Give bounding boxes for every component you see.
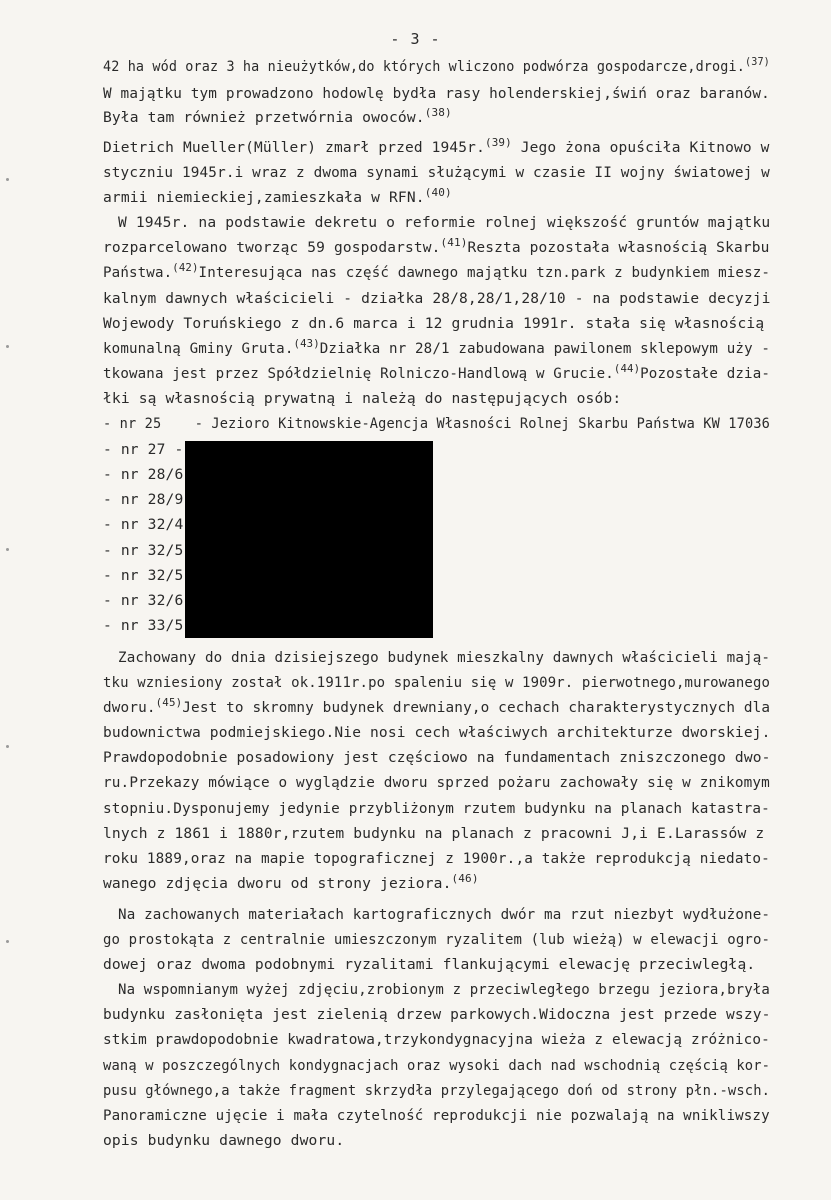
text-line <box>103 1131 344 1151</box>
text-line <box>103 440 183 460</box>
text-line <box>103 849 770 869</box>
line-text: dowej oraz dwoma podobnymi ryzalitami flankującymi elewację przeciwległą. <box>103 956 756 973</box>
text-line <box>118 905 770 925</box>
line-text: - nr 28/9 <box>103 491 184 508</box>
line-text: waną w poszczególnych kondygnacjach oraz wysoki dach nad wschodnią częścią kor- <box>103 1057 771 1074</box>
line-text: stopniu.Dysponujemy jedynie przybliżonym rzutem budynku na planach katastra- <box>103 800 770 817</box>
footnote-ref: (37) <box>744 55 770 68</box>
line-text: W 1945r. na podstawie dekretu o reformie rolnej większość gruntów majątku <box>118 214 771 231</box>
line-text: dworu. <box>103 699 156 716</box>
line-text: Prawdopodobnie posadowiony jest częściowo na fundamentach zniszczonego dwo- <box>103 749 771 766</box>
line-text: - nr 32/6 <box>103 592 184 609</box>
text-line <box>103 566 183 586</box>
redaction-box <box>185 441 433 638</box>
text-line <box>103 465 183 485</box>
line-text: armii niemieckiej,zamieszkała w RFN. <box>103 189 425 206</box>
text-line <box>103 84 770 104</box>
text-line <box>103 723 771 743</box>
line-text: - nr 27 - <box>103 441 184 458</box>
line-text: - nr 33/5 <box>103 617 184 634</box>
line-text: - nr 28/6 <box>103 466 184 483</box>
text-line <box>103 389 621 409</box>
footnote-ref: (43) <box>293 337 320 350</box>
line-text: Na zachowanych materiałach kartograficznych dwór ma rzut niezbyt wydłużone- <box>118 906 771 923</box>
text-line <box>103 673 770 693</box>
footnote-ref: (41) <box>440 236 468 249</box>
line-text: W majątku tym prowadzono hodowlę bydła rasy holenderskiej,świń oraz baranów. <box>103 85 770 102</box>
line-text: styczniu 1945r.i wraz z dwoma synami służącymi w czasie II wojny światowej w <box>103 164 770 181</box>
text-line <box>103 824 764 844</box>
line-text-continued: Jest to skromny budynek drewniany,o cechach charakterystycznych dla <box>182 699 771 716</box>
line-text: Była tam również przetwórnia owoców. <box>103 109 425 126</box>
line-text: wanego zdjęcia dworu od strony jeziora. <box>103 875 452 892</box>
text-line <box>103 698 770 718</box>
text-line <box>103 955 755 975</box>
text-line <box>103 930 770 950</box>
text-line <box>103 1005 771 1025</box>
footnote-ref: (42) <box>172 261 199 274</box>
line-text: stkim prawdopodobnie kwadratowa,trzykondygnacyjna wieża z elewacją zróżnico- <box>103 1031 770 1048</box>
line-text: tku wzniesiony został ok.1911r.po spaleniu się w 1909r. pierwotnego,murowanego <box>103 674 771 691</box>
text-line <box>103 364 770 384</box>
text-line <box>103 1030 770 1050</box>
text-line <box>103 57 770 77</box>
line-text: 42 ha wód oraz 3 ha nieużytków,do których wliczono podwórza gospodarcze,drogi. <box>103 58 745 75</box>
line-text: Wojewody Toruńskiego z dn.6 marca i 12 grudnia 1991r. stała się własnością <box>103 315 765 332</box>
line-text-continued: Działka nr 28/1 zabudowana pawilonem sklepowym uży - <box>319 340 771 357</box>
text-line <box>103 163 770 183</box>
line-text: - nr 32/5 <box>103 567 184 584</box>
text-line <box>103 263 770 283</box>
text-line <box>118 980 770 1000</box>
footnote-ref: (45) <box>155 696 183 709</box>
line-text: komunalną Gminy Gruta. <box>103 340 294 357</box>
line-text: - nr 32/5 <box>103 542 184 559</box>
text-line <box>118 213 770 233</box>
text-line <box>103 799 770 819</box>
footnote-ref: (46) <box>451 872 479 885</box>
footnote-ref: (44) <box>613 362 641 375</box>
text-line <box>103 515 183 535</box>
text-line <box>118 648 770 668</box>
text-line <box>103 1056 770 1076</box>
line-text: - nr 32/4 <box>103 516 184 533</box>
line-text: ru.Przekazy mówiące o wyglądzie dworu sprzed pożaru zachowały się w znikomym <box>103 774 770 791</box>
line-text: roku 1889,oraz na mapie topograficznej z 1900r.,a także reprodukcją niedato- <box>103 850 770 867</box>
line-text: budynku zasłonięta jest zielenią drzew parkowych.Widoczna jest przede wszy- <box>103 1006 771 1023</box>
footnote-ref: (38) <box>424 106 452 119</box>
line-text: Zachowany do dnia dzisiejszego budynek mieszkalny dawnych właścicieli mają- <box>118 649 771 666</box>
line-text: opis budynku dawnego dworu. <box>103 1132 345 1149</box>
line-text: Państwa. <box>103 264 173 281</box>
line-text-continued: Jego żona opuściła Kitnowo w <box>511 139 770 156</box>
text-line <box>103 414 770 434</box>
text-line <box>103 1081 770 1101</box>
text-line <box>103 188 452 208</box>
line-text: go prostokąta z centralnie umieszczonym ryzalitem (lub wieżą) w elewacji ogro- <box>103 931 771 948</box>
text-line <box>103 748 771 768</box>
text-line <box>103 108 452 128</box>
line-text-continued: Reszta pozostała własnością Skarbu <box>467 239 770 256</box>
line-text: tkowana jest przez Spółdzielnię Rolniczo-Handlową w Grucie. <box>103 365 614 382</box>
footnote-ref: (39) <box>484 136 512 149</box>
text-line <box>103 490 183 510</box>
margin-dot <box>6 178 9 181</box>
line-text: kalnym dawnych właścicieli - działka 28/8,28/1,28/10 - na podstawie decyzji <box>103 290 771 307</box>
margin-dot <box>6 745 9 748</box>
text-line <box>103 616 183 636</box>
text-line <box>103 314 764 334</box>
text-line <box>103 138 769 158</box>
line-text: łki są własnością prywatną i należą do następujących osób: <box>103 390 622 407</box>
line-text: Na wspomnianym wyżej zdjęciu,zrobionym z przeciwległego brzegu jeziora,bryła <box>118 981 770 998</box>
line-text: budownictwa podmiejskiego.Nie nosi cech właściwych architekturze dworskiej. <box>103 724 771 741</box>
text-line <box>103 289 771 309</box>
line-text: pusu głównego,a także fragment skrzydła przylegającego doń od strony płn.-wsch. <box>103 1082 771 1099</box>
text-line <box>103 541 183 561</box>
line-text: Dietrich Mueller(Müller) zmarł przed 1945r. <box>103 139 485 156</box>
text-line <box>103 773 770 793</box>
line-text: lnych z 1861 i 1880r,rzutem budynku na planach z pracowni J,i E.Larassów z <box>103 825 765 842</box>
footnote-ref: (40) <box>424 186 452 199</box>
margin-dot <box>6 940 9 943</box>
line-text: - nr 25 - Jezioro Kitnowskie-Agencja Własności Rolnej Skarbu Państwa KW 17036 <box>103 415 771 432</box>
margin-dot <box>6 345 9 348</box>
margin-dot <box>6 548 9 551</box>
line-text-continued: Interesująca nas część dawnego majątku tzn.park z budynkiem miesz- <box>198 264 771 281</box>
line-text: Panoramiczne ujęcie i mała czytelność reprodukcji nie pozwalają na wnikliwszy <box>103 1107 770 1124</box>
text-line <box>103 1106 770 1126</box>
line-text-continued: Pozostałe dzia- <box>640 365 771 382</box>
line-text: rozparcelowano tworząc 59 gospodarstw. <box>103 239 441 256</box>
page-number: - 3 - <box>390 30 441 48</box>
text-line <box>103 238 769 258</box>
text-line <box>103 874 479 894</box>
text-line <box>103 339 770 359</box>
text-line <box>103 591 183 611</box>
